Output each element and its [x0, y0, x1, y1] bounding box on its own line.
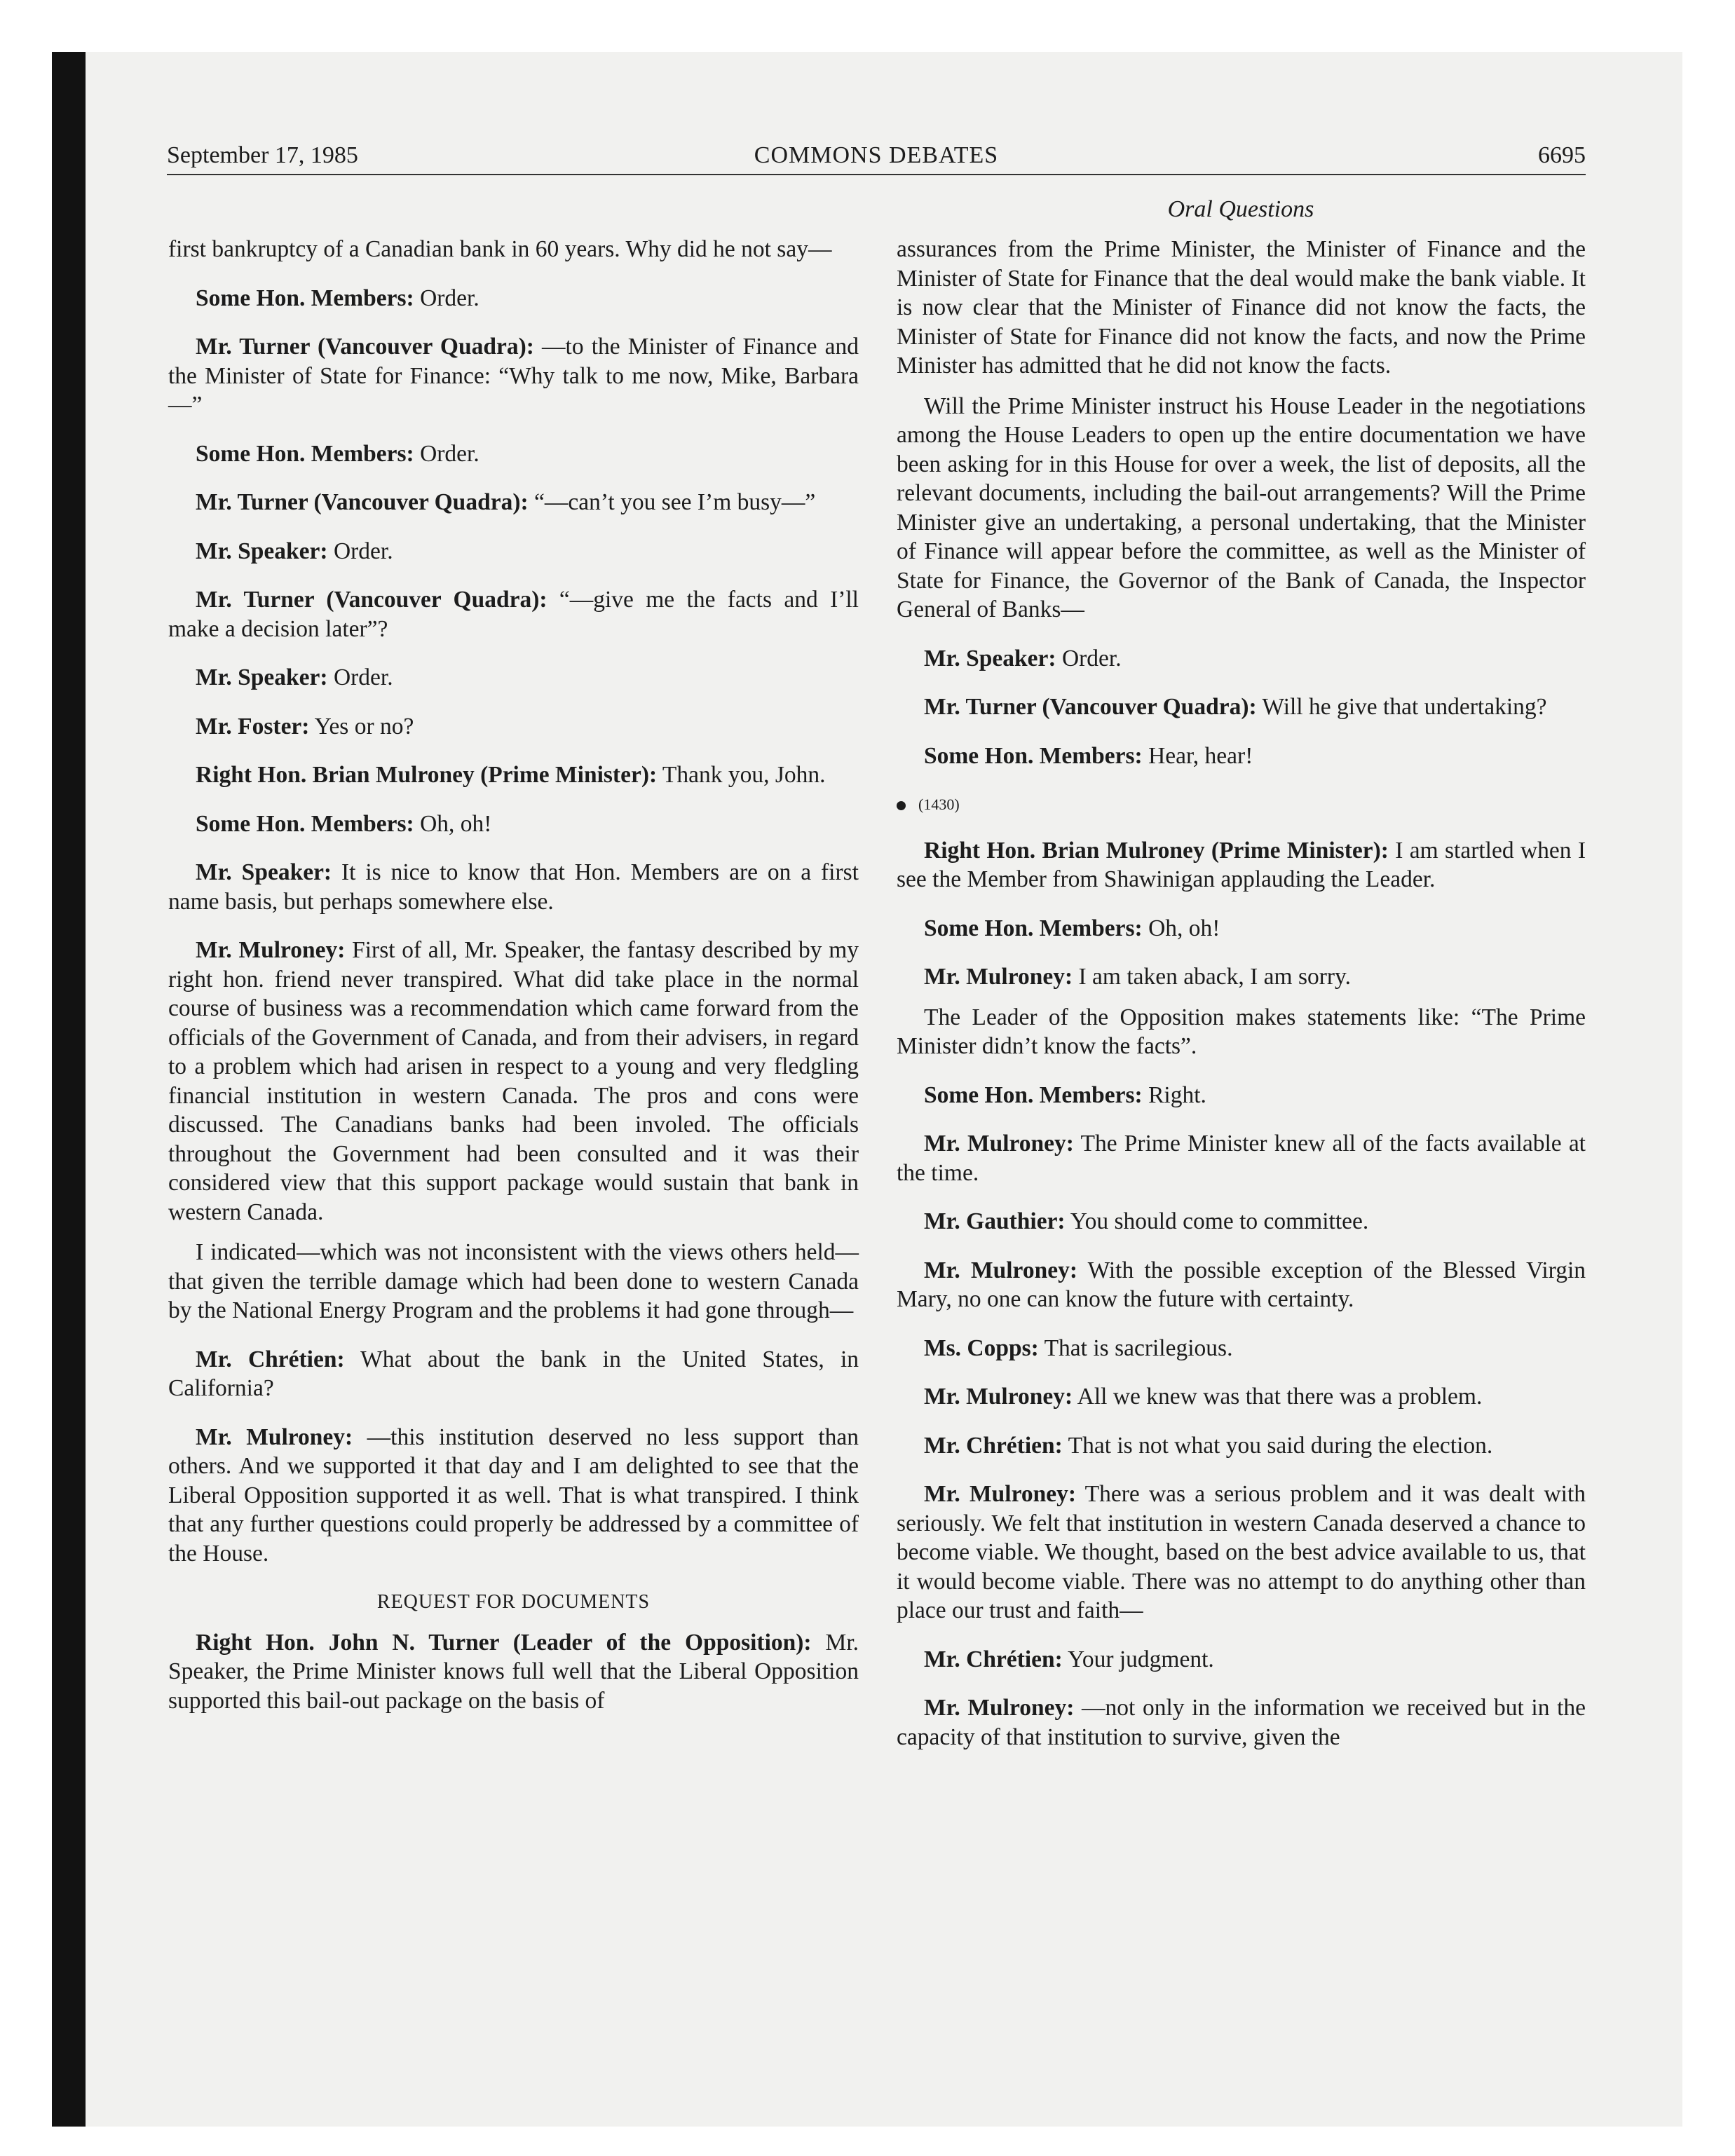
speaker-name: Mr. Speaker:	[196, 859, 332, 885]
speech-text: All we knew was that there was a problem.	[1073, 1384, 1483, 1410]
paragraph	[897, 1129, 1586, 1187]
paragraph	[168, 1423, 859, 1569]
paragraph	[168, 284, 859, 313]
speech-text: I am taken aback, I am sorry.	[1073, 964, 1352, 990]
speech-text: Order.	[414, 285, 479, 311]
section-title: Oral Questions	[1167, 196, 1314, 222]
speech-text: Order.	[327, 538, 393, 564]
speaker-name: Mr. Mulroney:	[924, 964, 1073, 990]
timestamp	[897, 790, 1586, 819]
speaker-name: Mr. Mulroney:	[196, 937, 346, 963]
paragraph	[168, 810, 859, 839]
speech-text: Right.	[1142, 1082, 1206, 1108]
speaker-name: Right Hon. Brian Mulroney (Prime Minister):	[924, 837, 1389, 864]
speech-text: Oh, oh!	[1142, 915, 1220, 941]
bullet-icon	[897, 801, 906, 810]
timestamp-text: (1430)	[918, 796, 960, 813]
speaker-name: Some Hon. Members:	[196, 810, 414, 837]
speech-text: The Prime Minister knew all of the facts available at the time.	[897, 1131, 1586, 1186]
speaker-name: Mr. Mulroney:	[924, 1257, 1077, 1283]
speech-text: With the possible exception of the Blessed Virgin Mary, no one can know the future with certainty.	[897, 1257, 1586, 1312]
speaker-name: Some Hon. Members:	[924, 742, 1143, 769]
speaker-name: Right Hon. John N. Turner (Leader of the Opposition):	[196, 1629, 812, 1656]
header-date: September 17, 1985	[167, 142, 358, 168]
speaker-name: Right Hon. Brian Mulroney (Prime Minister):	[196, 762, 658, 788]
speech-text: —this institution deserved no less support than others. And we supported it that day and I am delighted to see that the Liberal Opposition supported it as well. That is what transpired. I think that any further questions could properly be addressed by a committee of the House.	[168, 1424, 859, 1567]
speaker-name: Mr. Turner (Vancouver Quadra):	[196, 334, 534, 360]
paragraph	[168, 663, 859, 692]
speaker-name: Some Hon. Members:	[924, 915, 1143, 941]
paragraph	[897, 836, 1586, 894]
paragraph	[897, 692, 1586, 722]
paragraph: assurances from the Prime Minister, the Minister of Finance and the Minister of State for Finance that the deal would make the bank viable. It is now clear that the Minister of Finance did not know the facts, the Minister of State for Finance did not know the facts, and now the Prime Minister has admitted that he did not know the facts.	[897, 236, 1586, 378]
speech-text: What about the bank in the United States, in California?	[168, 1346, 859, 1401]
page-header	[167, 142, 1586, 175]
speech-text: —not only in the information we received but in the capacity of that institution to survive, given the	[897, 1695, 1586, 1750]
speaker-name: Mr. Mulroney:	[924, 1384, 1073, 1410]
paragraph	[897, 644, 1586, 674]
speech-text: First of all, Mr. Speaker, the fantasy described by my right hon. friend never transpired. What did take place in the normal course of business was a recommendation which came forward from the officials of the Government of Canada, and from their advisers, in regard to a problem which had arisen in respect to a young and very fledgling financial institution in western Canada. The pros and cons were discussed. The Canadians banks had been involed. The officials throughout the Government had been consulted and it was their considered view that this support package would sustain that bank in western Canada.	[168, 937, 859, 1225]
left-column	[168, 235, 859, 1735]
paragraph: Will the Prime Minister instruct his House Leader in the negotiations among the House Leaders to open up the entire documentation we have been asking for in this House for over a week, the list of deposits, all the relevant documents, including the bail-out arrangements? Will the Prime Minister give an undertaking, a personal undertaking, that the Minister of Finance will appear before the committee, as well as the Minister of State for Finance, the Governor of the Bank of Canada, the Inspector General of Banks—	[897, 393, 1586, 622]
paragraph	[168, 1345, 859, 1403]
speaker-name: Mr. Turner (Vancouver Quadra):	[196, 587, 547, 613]
paragraph	[897, 1334, 1586, 1363]
speaker-name: Mr. Mulroney:	[196, 1424, 353, 1450]
paragraph	[168, 488, 859, 517]
speech-text: —to the Minister of Finance and the Minister of State for Finance: “Why talk to me now, Mike, Barbara—”	[168, 334, 859, 418]
speech-text: That is not what you said during the election.	[1062, 1432, 1493, 1459]
paragraph	[897, 1382, 1586, 1412]
speech-text: Your judgment.	[1062, 1646, 1214, 1672]
header-page-number: 6695	[1538, 142, 1586, 168]
speaker-name: Mr. Gauthier:	[924, 1208, 1066, 1234]
speech-text: Mr. Speaker, the Prime Minister knows full well that the Liberal Opposition supported this bail-out package on the basis of	[168, 1629, 859, 1714]
speaker-name: Mr. Speaker:	[196, 538, 328, 564]
speech-text: You should come to committee.	[1065, 1208, 1369, 1234]
right-column	[897, 235, 1586, 1771]
scan-edge-bar	[52, 52, 86, 2127]
paragraph	[168, 332, 859, 420]
speaker-name: Mr. Chrétien:	[196, 1346, 345, 1372]
speech-text: Order.	[327, 664, 393, 690]
speaker-name: Mr. Speaker:	[196, 664, 328, 690]
paragraph	[897, 1480, 1586, 1625]
paragraph	[168, 1628, 859, 1716]
speech-text: That is sacrilegious.	[1038, 1335, 1233, 1361]
speech-text: Order.	[414, 440, 479, 467]
paragraph	[897, 962, 1586, 992]
speech-text: Order.	[1056, 645, 1122, 671]
header-rule	[167, 174, 1586, 175]
paragraph	[168, 712, 859, 742]
paragraph	[897, 1207, 1586, 1236]
paragraph	[897, 1645, 1586, 1674]
speech-text: “—give me the facts and I’ll make a decision later”?	[168, 587, 859, 642]
speech-text: I am startled when I see the Member from Shawinigan applauding the Leader.	[897, 837, 1586, 892]
speech-text: It is nice to know that Hon. Members are on a first name basis, but perhaps somewhere else.	[168, 859, 859, 915]
speaker-name: Mr. Speaker:	[924, 645, 1056, 671]
paragraph: I indicated—which was not inconsistent with the views others held—that given the terrible damage which had been done to western Canada by the National Energy Program and the problems it had gone through—	[168, 1239, 859, 1323]
speaker-name: Mr. Mulroney:	[924, 1481, 1076, 1507]
speaker-name: Mr. Turner (Vancouver Quadra):	[924, 694, 1257, 720]
paragraph	[168, 585, 859, 643]
speech-text: Will he give that undertaking?	[1256, 694, 1547, 720]
speech-text: Thank you, John.	[657, 762, 826, 788]
speech-text: “—can’t you see I’m busy—”	[528, 489, 816, 515]
paragraph	[897, 1693, 1586, 1752]
speech-text: Yes or no?	[309, 713, 414, 739]
paragraph	[897, 742, 1586, 771]
paragraph: first bankruptcy of a Canadian bank in 60 years. Why did he not say—	[168, 236, 832, 262]
header-title: COMMONS DEBATES	[754, 142, 999, 168]
speech-text: There was a serious problem and it was dealt with seriously. We felt that institution in western Canada deserved a chance to become viable. We thought, based on the best advice available to us, that it would become viable. There was no attempt to do anything other than place our trust and faith—	[897, 1481, 1586, 1623]
paragraph: The Leader of the Opposition makes statements like: “The Prime Minister didn’t know the facts”.	[897, 1004, 1586, 1059]
speaker-name: Mr. Mulroney:	[924, 1695, 1075, 1721]
paragraph	[897, 1081, 1586, 1110]
speaker-name: Mr. Chrétien:	[924, 1432, 1063, 1459]
paragraph	[897, 1256, 1586, 1314]
speaker-name: Mr. Chrétien:	[924, 1646, 1063, 1672]
speaker-name: Mr. Turner (Vancouver Quadra):	[196, 489, 529, 515]
speaker-name: Mr. Foster:	[196, 713, 310, 739]
subheading: REQUEST FOR DOCUMENTS	[376, 1591, 651, 1613]
paragraph	[897, 914, 1586, 943]
speaker-name: Some Hon. Members:	[196, 285, 414, 311]
speech-text: Oh, oh!	[414, 810, 492, 837]
paragraph	[168, 936, 859, 1227]
paragraph	[168, 537, 859, 566]
paragraph	[168, 858, 859, 916]
speaker-name: Some Hon. Members:	[924, 1082, 1143, 1108]
speaker-name: Mr. Mulroney:	[924, 1131, 1074, 1157]
speaker-name: Ms. Copps:	[924, 1335, 1039, 1361]
speech-text: Hear, hear!	[1142, 742, 1253, 769]
paragraph	[168, 439, 859, 469]
speaker-name: Some Hon. Members:	[196, 440, 414, 467]
paragraph	[168, 760, 859, 790]
paragraph	[897, 1431, 1586, 1461]
